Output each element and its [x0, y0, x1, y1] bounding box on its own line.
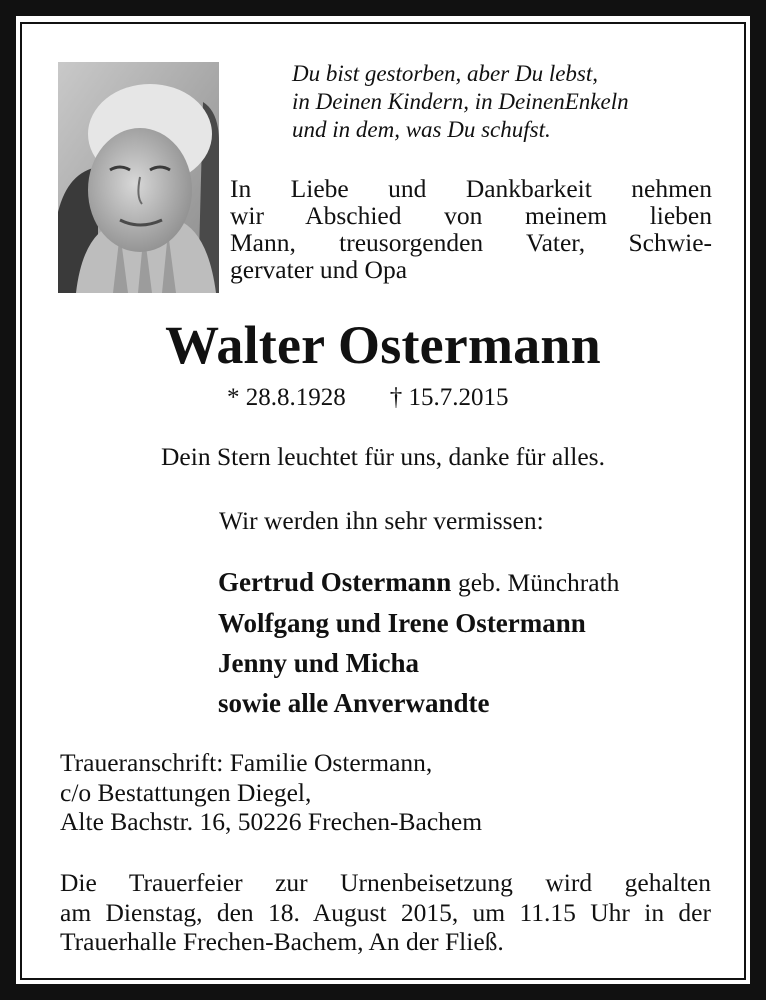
death-date: † 15.7.2015 — [389, 384, 509, 411]
verse-line: und in dem, was Du schufst. — [292, 117, 551, 142]
address-line: Alte Bachstr. 16, 50226 Frechen-Bachem — [60, 807, 483, 836]
intro-line: wir Abschied von meinem lieben — [230, 201, 712, 230]
farewell-intro — [230, 175, 712, 283]
intro-line: gervater und Opa — [230, 255, 408, 284]
mourners-list — [218, 562, 619, 723]
ceremony-line: Trauerhalle Frechen-Bachem, An der Fließ. — [60, 927, 504, 956]
funeral-ceremony-notice — [60, 868, 711, 957]
deceased-name: Walter Ostermann — [165, 315, 601, 375]
intro-line: In Liebe und Dankbarkeit nehmen — [230, 174, 712, 203]
ceremony-line: am Dienstag, den 18. August 2015, um 11.15 Uhr in der — [60, 897, 711, 927]
mourner-name: Gertrud Ostermann — [218, 567, 452, 597]
memorial-verse — [292, 60, 629, 144]
address-line: c/o Bestattungen Diegel, — [60, 777, 312, 807]
mourner-line: Jenny und Micha — [218, 648, 420, 678]
ceremony-line: Die Trauerfeier zur Urnenbeisetzung wird gehalten — [60, 868, 711, 897]
mourning-address — [60, 748, 482, 837]
mourner-line: Wolfgang und Irene Ostermann — [218, 608, 586, 638]
life-dates — [227, 383, 509, 413]
maiden-name: geb. Münchrath — [457, 568, 620, 597]
mourner-line — [218, 562, 619, 603]
verse-line: in Deinen Kindern, in DeinenEnkeln — [292, 89, 629, 114]
mourners-heading: Wir werden ihn sehr vermissen: — [219, 506, 544, 535]
address-line: Traueranschrift: Familie Ostermann, — [60, 748, 433, 777]
intro-line: Mann, treusorgenden Vater, Schwie- — [230, 228, 712, 257]
tribute-line: Dein Stern leuchtet für uns, danke für alles. — [161, 442, 605, 471]
portrait-photo — [58, 62, 219, 293]
verse-line: Du bist gestorben, aber Du lebst, — [292, 61, 599, 86]
mourner-line: sowie alle Anverwandte — [218, 688, 490, 718]
birth-date: * 28.8.1928 — [227, 384, 346, 411]
